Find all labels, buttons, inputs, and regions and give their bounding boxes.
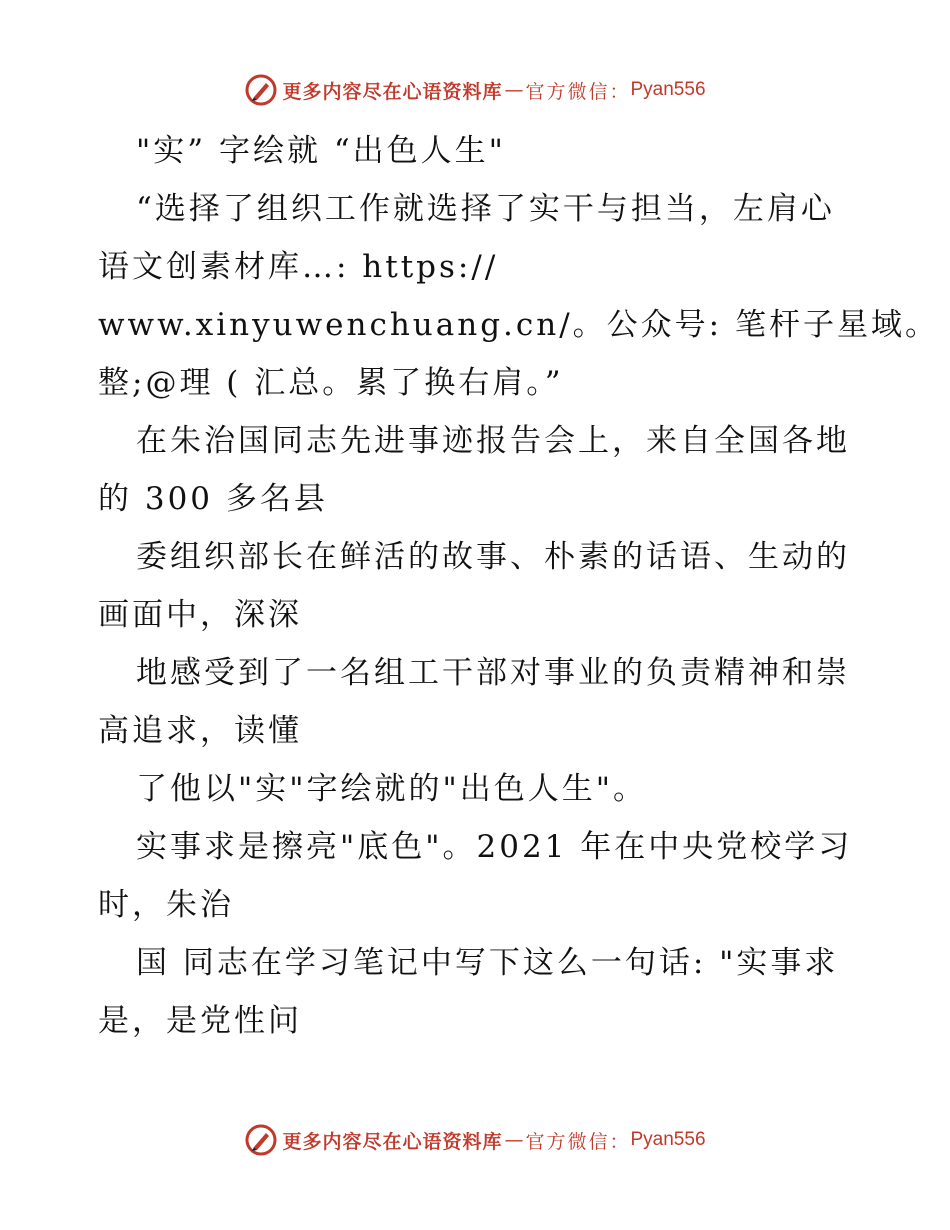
pen-logo-icon: [244, 73, 278, 107]
paragraph-line: 实事求是擦亮"底色"。2021 年在中央党校学习: [136, 829, 853, 865]
paragraph-line: 高追求，读懂: [98, 713, 302, 749]
separator: —: [504, 79, 524, 101]
paragraph-line: 委组织部长在鲜活的故事、朴素的话语、生动的: [136, 539, 850, 575]
separator: —: [504, 1129, 524, 1151]
paragraph-line: 语文创素材库…: https://: [98, 249, 499, 285]
wechat-id: Pyan556: [630, 1129, 706, 1150]
paragraph-line: 国 同志在学习笔记中写下这么一句话: "实事求: [136, 945, 839, 981]
doc-title: "实” 字绘就 “出色人生": [136, 133, 506, 169]
paragraph-line: 地感受到了一名组工干部对事业的负责精神和崇: [136, 655, 850, 691]
paragraph-line: “选择了组织工作就选择了实干与担当，左肩心: [136, 191, 835, 227]
paragraph-line: 时，朱治: [98, 887, 234, 923]
paragraph-line: 整;@理 ( 汇总。累了换右肩。”: [98, 365, 564, 401]
pen-logo-icon: [244, 1123, 278, 1157]
paragraph-line: www.xinyuwenchuang.cn/。公众号: 笔杆子星域。: [98, 307, 939, 343]
header-banner: [0, 70, 950, 110]
paragraph-line: 的 300 多名县: [98, 481, 328, 517]
paragraph-line: 画面中，深深: [98, 597, 302, 633]
wechat-label: 官方微信：: [525, 1130, 631, 1153]
footer-banner: [0, 1120, 950, 1160]
promo-text: 更多内容尽在心语资料库: [282, 1130, 503, 1153]
paragraph-line: 了他以"实"字绘就的"出色人生"。: [136, 771, 648, 807]
paragraph-line: 是，是党性问: [98, 1003, 302, 1039]
promo-text: 更多内容尽在心语资料库: [282, 80, 503, 103]
document-body: [98, 122, 939, 1050]
wechat-id: Pyan556: [630, 79, 706, 100]
wechat-label: 官方微信：: [525, 80, 631, 103]
paragraph-line: 在朱治国同志先进事迹报告会上，来自全国各地: [136, 423, 850, 459]
